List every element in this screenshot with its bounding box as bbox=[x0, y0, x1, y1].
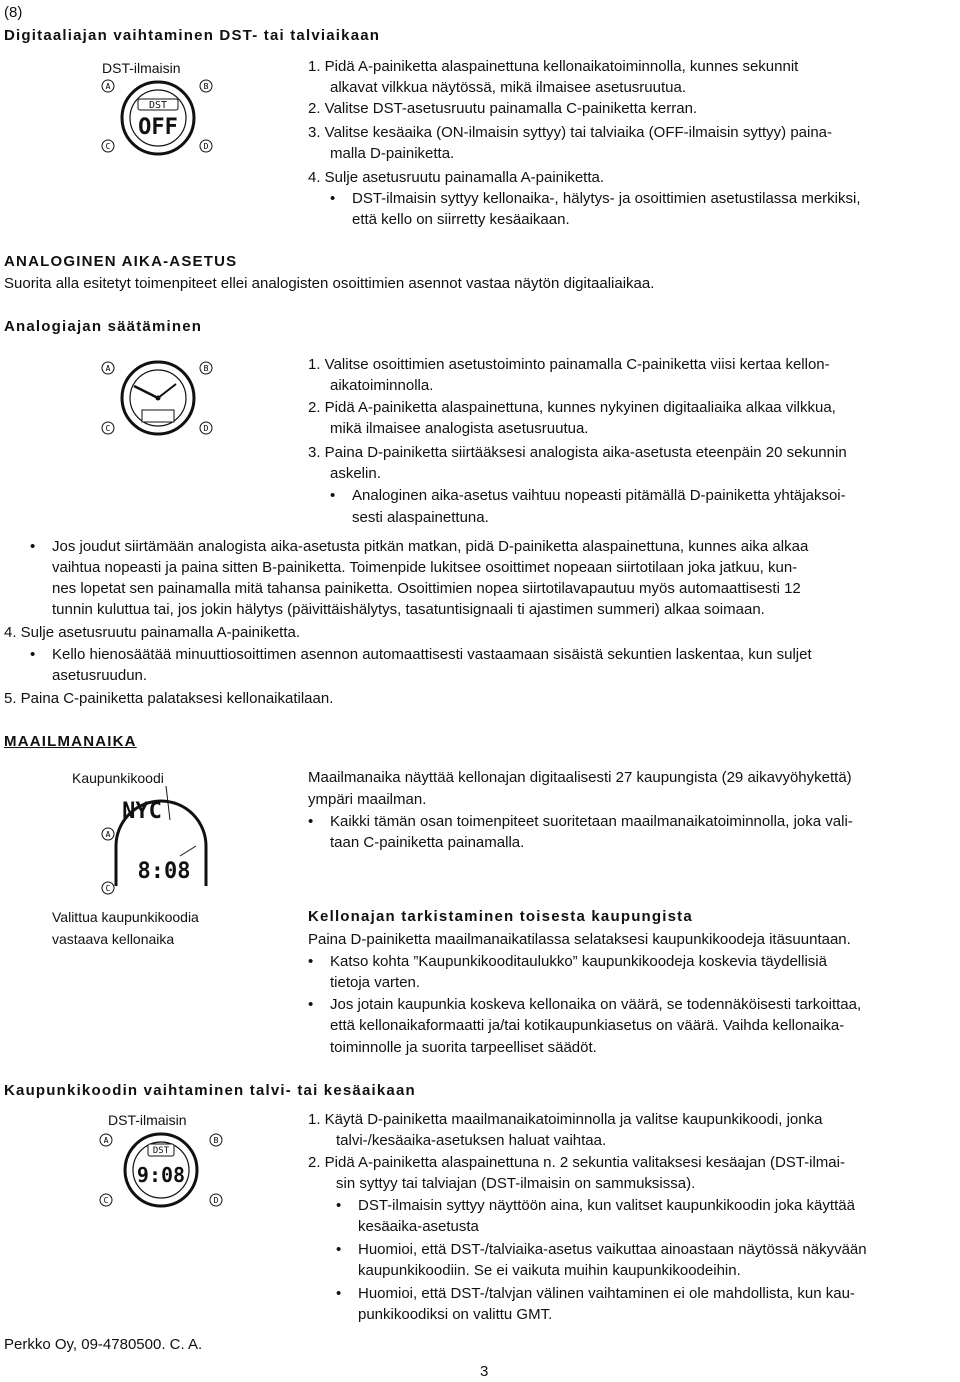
dst-display-text: OFF bbox=[138, 115, 178, 140]
city-dst-bullet-2: • Huomioi, että DST-/talviaika-asetus vaikuttaa ainoastaan näytössä näkyvään bbox=[336, 1241, 867, 1258]
watch-world-time-illustration bbox=[96, 786, 226, 896]
dst-step-3: 3. Valitse kesäaika (ON-ilmaisin syttyy) tai talviaika (OFF-ilmaisin syttyy) paina- bbox=[308, 124, 833, 141]
world-intro: Maailmanaika näyttää kellonajan digitaalisesti 27 kaupungista (29 aikavyöhykettä) bbox=[308, 769, 852, 786]
check-bullet-2-cont-2: toiminnolle ja suorita tarpeelliset säädöt. bbox=[330, 1039, 597, 1056]
button-a-label: A bbox=[105, 82, 111, 91]
hour-hand-icon bbox=[134, 386, 158, 398]
dst-indicator-caption: DST-ilmaisin bbox=[102, 60, 181, 76]
analog-bullet: • Analoginen aika-asetus vaihtuu nopeasti pitämällä D-painiketta yhtäjaksoi- bbox=[330, 487, 846, 504]
check-bullet-1-cont: tietoja varten. bbox=[330, 974, 421, 991]
city-dst-step-2-cont: sin syttyy tai talviajan (DST-ilmaisin on sammuksissa). bbox=[336, 1175, 696, 1192]
time-caption: Valittua kaupunkikoodia bbox=[52, 909, 199, 925]
button-b-label: B bbox=[203, 364, 209, 373]
button-d-label: D bbox=[213, 1196, 219, 1205]
time-caption-cont: vastaava kellonaika bbox=[52, 931, 175, 947]
dst-step-2: 2. Valitse DST-asetusruutu painamalla C-painiketta kerran. bbox=[308, 100, 698, 117]
digital-subdisplay bbox=[142, 410, 174, 422]
city-dst-bullet-3: • Huomioi, että DST-/talvjan välinen vaihtaminen ei ole mahdollista, kun kau- bbox=[336, 1285, 855, 1302]
check-bullet-2: • Jos jotain kaupunkia koskeva kellonaika on väärä, se todennäköisesti tarkoittaa, bbox=[308, 996, 862, 1013]
city-dst-caption: DST-ilmaisin bbox=[108, 1112, 187, 1128]
dst-section-title: Digitaaliajan vaihtaminen DST- tai talviaikaan bbox=[4, 27, 381, 44]
analog-step-5: 5. Paina C-painiketta palataksesi kellonaikatilaan. bbox=[4, 690, 334, 707]
analog-section-title: ANALOGINEN AIKA-ASETUS bbox=[4, 253, 238, 270]
check-title: Kellonajan tarkistaminen toisesta kaupungista bbox=[308, 908, 693, 925]
city-dst-title: Kaupunkikoodin vaihtaminen talvi- tai kesäaikaan bbox=[4, 1082, 416, 1099]
button-c-label: C bbox=[105, 142, 111, 151]
city-dst-step-2: 2. Pidä A-painiketta alaspainettuna n. 2 sekuntia valitaksesi kesäajan (DST-ilmai- bbox=[308, 1154, 845, 1171]
time-pointer-line bbox=[180, 846, 196, 856]
footer-company: Perkko Oy, 09-4780500. C. A. bbox=[4, 1336, 203, 1353]
analog-note-line-3: nes lopetat sen painamalla mitä tahansa painiketta. Osoittimien nopea siirtotilavapautuu myös automaattisesti 12 bbox=[52, 580, 801, 597]
city-code-display: NYC bbox=[122, 799, 162, 824]
analog-note-line-2: vaihtua nopeasti ja paina sitten B-painiketta. Toimenpide lukitsee osoittimet nopeaan siirtotilaan joka jatkuu, kun- bbox=[52, 559, 798, 576]
city-dst-bullet-1: • DST-ilmaisin syttyy näyttöön aina, kun valitset kaupunkikoodin joka käyttää bbox=[336, 1197, 855, 1214]
button-c-label: C bbox=[105, 424, 111, 433]
city-dst-bullet-1-cont: kesäaika-asetusta bbox=[358, 1218, 479, 1235]
watch-city-dst-illustration bbox=[96, 1130, 226, 1210]
watch-analog-illustration bbox=[98, 358, 218, 438]
watch-dst-illustration bbox=[98, 76, 218, 156]
city-dst-bullet-2-cont: kaupunkikoodiin. Se ei vaikuta muihin kaupunkikoodeihin. bbox=[358, 1262, 741, 1279]
button-a-label: A bbox=[103, 1136, 109, 1145]
button-a-label: A bbox=[105, 830, 111, 839]
analog-bullet-2: • Kello hienosäätää minuuttiosoittimen asennon automaattisesti vastaamaan sisäistä sekuntien laskentaa, kun suljet bbox=[30, 646, 812, 663]
analog-step-3-cont: askelin. bbox=[330, 465, 381, 482]
analog-subtitle: Analogiajan säätäminen bbox=[4, 318, 203, 335]
city-dst-step-1: 1. Käytä D-painiketta maailmanaikatoiminnolla ja valitse kaupunkikoodi, jonka bbox=[308, 1111, 823, 1128]
analog-step-2: 2. Pidä A-painiketta alaspainettuna, kunnes nykyinen digitaaliaika alkaa vilkkua, bbox=[308, 399, 836, 416]
dst-bullet-cont: että kello on siirretty kesäaikaan. bbox=[352, 211, 570, 228]
section-number: (8) bbox=[4, 4, 23, 21]
analog-step-1-cont: aikatoiminnolla. bbox=[330, 377, 434, 394]
check-bullet-1: • Katso kohta ”Kaupunkikooditaulukko” kaupunkikoodeja koskevia täydellisiä bbox=[308, 953, 827, 970]
dst-bullet: • DST-ilmaisin syttyy kellonaika-, hälytys- ja osoittimien asetustilassa merkiksi, bbox=[330, 190, 861, 207]
analog-step-2-cont: mikä ilmaisee analogista asetusruutua. bbox=[330, 420, 589, 437]
city-dst-bullet-3-cont: punkikoodiksi on valittu GMT. bbox=[358, 1306, 553, 1323]
button-a-label: A bbox=[105, 364, 111, 373]
analog-note: • Jos joudut siirtämään analogista aika-asetusta pitkän matkan, pidä D-painiketta alaspainettuna, kunnes aika alkaa bbox=[30, 538, 809, 555]
dst-tag-text: DST bbox=[148, 100, 168, 111]
button-d-label: D bbox=[203, 424, 209, 433]
minute-hand-icon bbox=[158, 384, 176, 398]
dst-step-1: 1. Pidä A-painiketta alaspainettuna kellonaikatoiminnolla, kunnes sekunnit bbox=[308, 58, 799, 75]
page-number: 3 bbox=[480, 1363, 489, 1380]
analog-bullet-2-cont: asetusruudun. bbox=[52, 667, 148, 684]
analog-step-1: 1. Valitse osoittimien asetustoiminto painamalla C-painiketta viisi kertaa kellon- bbox=[308, 356, 830, 373]
check-intro: Paina D-painiketta maailmanaikatilassa selataksesi kaupunkikoodeja itäsuuntaan. bbox=[308, 931, 851, 948]
analog-bullet-cont: sesti alaspainettuna. bbox=[352, 509, 489, 526]
city-dst-time-display: 9:08 bbox=[136, 1163, 186, 1187]
dst-step-1-cont: alkavat vilkkua näytössä, mikä ilmaisee asetusruutua. bbox=[330, 79, 687, 96]
world-intro-cont: ympäri maailman. bbox=[308, 791, 427, 808]
check-bullet-2-cont: että kellonaikaformaatti ja/tai kotikaupunkiasetus on väärä. Vaihda kellonaika- bbox=[330, 1017, 845, 1034]
world-bullet: • Kaikki tämän osan toimenpiteet suoritetaan maailmanaikatoiminnolla, joka vali- bbox=[308, 813, 853, 830]
button-d-label: D bbox=[203, 142, 209, 151]
analog-intro: Suorita alla esitetyt toimenpiteet ellei analogisten osoittimien asennot vastaa näytön digitaaliaikaa. bbox=[4, 275, 655, 292]
button-c-label: C bbox=[103, 1196, 109, 1205]
hand-pivot bbox=[156, 396, 161, 401]
city-dst-step-1-cont: talvi-/kesäaika-asetuksen haluat vaihtaa. bbox=[336, 1132, 607, 1149]
dst-tag-text: DST bbox=[152, 1146, 170, 1156]
city-code-caption: Kaupunkikoodi bbox=[72, 770, 164, 786]
dst-step-3-cont: malla D-painiketta. bbox=[330, 145, 455, 162]
dst-step-4: 4. Sulje asetusruutu painamalla A-painiketta. bbox=[308, 169, 605, 186]
button-c-label: C bbox=[105, 884, 111, 893]
analog-note-line-4: tunnin kuluttua tai, jos jokin hälytys (päivittäishälytys, tasatuntisignaali ti ajastimen summeri) alkaa soimaan. bbox=[52, 601, 765, 618]
analog-step-3: 3. Paina D-painiketta siirtääksesi analogista aika-asetusta eteenpäin 20 sekunnin bbox=[308, 444, 847, 461]
analog-step-4: 4. Sulje asetusruutu painamalla A-painiketta. bbox=[4, 624, 301, 641]
button-b-label: B bbox=[213, 1136, 219, 1145]
button-b-label: B bbox=[203, 82, 209, 91]
world-section-title: MAAILMANAIKA bbox=[4, 733, 137, 750]
world-bullet-cont: taan C-painiketta painamalla. bbox=[330, 834, 525, 851]
world-time-display: 8:08 bbox=[137, 859, 191, 884]
